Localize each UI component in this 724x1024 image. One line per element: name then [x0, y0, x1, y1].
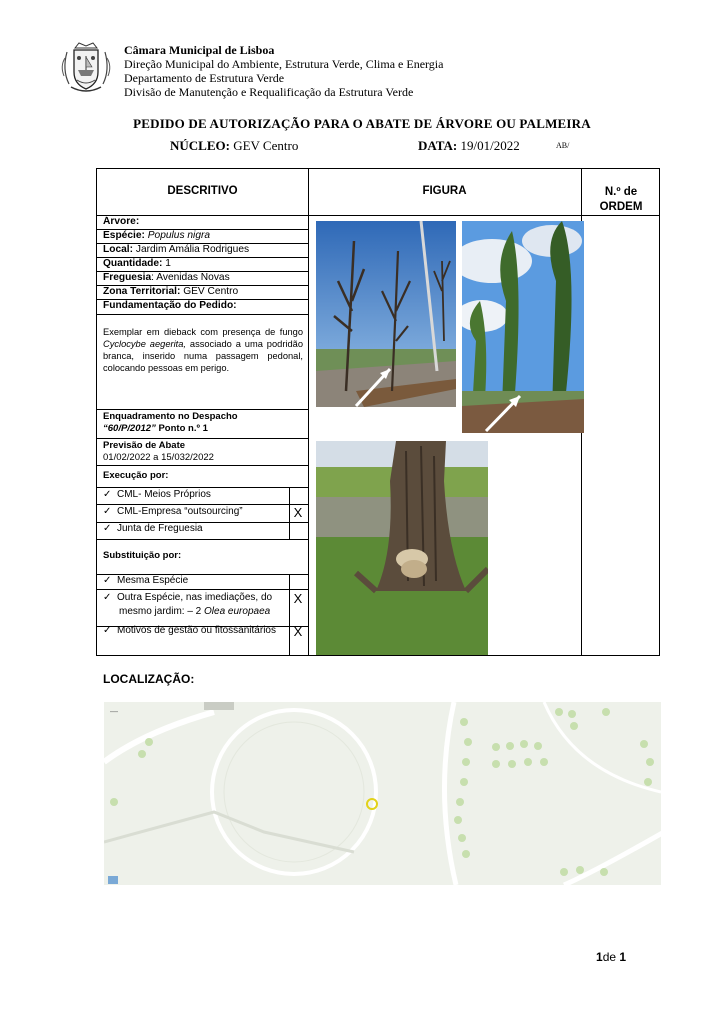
local-row	[103, 244, 249, 256]
enquadramento-label: Enquadramento no Despacho	[103, 411, 238, 422]
header-descritivo: DESCRITIVO	[167, 185, 238, 197]
execucao-mark: X	[293, 505, 303, 520]
local-label: Local:	[103, 244, 134, 255]
previsao-value: 01/02/2022 a 15/032/2022	[103, 452, 214, 463]
header-ordem-line2: ORDEM	[599, 201, 643, 213]
substituicao-item-cont: mesmo jardim: – 2 Olea europaea	[119, 606, 271, 617]
document-title: PEDIDO DE AUTORIZAÇÃO PARA O ABATE DE ÁRVORE OU PALMEIRA	[133, 116, 591, 131]
especie-value: Populus nigra	[147, 230, 211, 241]
fundamentacao-row: Fundamentação do Pedido:	[103, 300, 237, 311]
substituicao-mark: X	[293, 624, 303, 639]
especie-row	[103, 230, 210, 242]
header-ordem	[581, 185, 661, 215]
local-value: Jardim Amália Rodrigues	[135, 244, 250, 255]
org-name: Câmara Municipal de Lisboa	[124, 43, 275, 57]
date-field	[418, 138, 520, 154]
directorate-name: Direção Municipal do Ambiente, Estrutura Verde, Clima e Energia	[124, 57, 444, 71]
header-ordem-line1: N.º de	[604, 186, 638, 198]
page-number: 1de 1	[596, 950, 627, 964]
nucleo-field	[170, 138, 298, 154]
enquadramento-value: “60/P/2012” Ponto n.º 1	[103, 423, 208, 434]
zona-value: GEV Centro	[183, 286, 239, 297]
svg-text:—: —	[110, 707, 118, 716]
photo-poplar-canopy	[462, 221, 584, 433]
especie-label: Espécie:	[103, 230, 145, 241]
freguesia-label: Freguesia	[103, 272, 152, 283]
photo-poplar-walkway	[316, 221, 456, 407]
date-label: DATA:	[418, 138, 458, 153]
header-figura: FIGURA	[422, 185, 467, 197]
execucao-label: Execução por:	[103, 470, 169, 481]
quantidade-label: Quantidade:	[103, 258, 163, 269]
division-name: Divisão de Manutenção e Requalificação da Estrutura Verde	[124, 85, 414, 99]
fundamentacao-text: Exemplar em dieback com presença de fungo Cyclocybe aegerita, associado a uma podridão branca, inserido numa passagem pedonal, colocando pessoas em perigo.	[103, 327, 303, 373]
location-map[interactable]	[104, 702, 661, 885]
execucao-item: ✓ Junta de Freguesia	[103, 523, 203, 534]
nucleo-value: GEV Centro	[233, 138, 299, 153]
photo-trunk-fungus	[316, 441, 488, 655]
substituicao-item: ✓ Motivos de gestão ou fitossanitários	[103, 625, 276, 636]
freguesia-value: : Avenidas Novas	[151, 272, 230, 283]
substituicao-item: ✓ Mesma Espécie	[103, 575, 189, 586]
nucleo-label: NÚCLEO:	[170, 138, 230, 153]
freguesia-row	[103, 272, 230, 284]
ab-code: AB/	[556, 141, 570, 150]
quantidade-row	[103, 258, 171, 270]
execucao-item: ✓ CML-Empresa “outsourcing”	[103, 506, 243, 517]
location-title: LOCALIZAÇÃO:	[103, 672, 195, 686]
zona-label: Zona Territorial:	[103, 286, 181, 297]
date-value: 19/01/2022	[460, 138, 520, 153]
substituicao-mark: X	[293, 591, 303, 606]
previsao-label: Previsão de Abate	[103, 440, 186, 451]
coat-of-arms-icon	[57, 40, 115, 96]
department-name: Departamento de Estrutura Verde	[124, 71, 285, 85]
substituicao-item: ✓ Outra Espécie, nas imediações, do	[103, 592, 273, 603]
execucao-item: ✓ CML- Meios Próprios	[103, 489, 211, 500]
arvore-row: Árvore:	[103, 216, 140, 227]
quantidade-value: 1	[165, 258, 171, 269]
substituicao-label: Substituição por:	[103, 550, 182, 561]
zona-row	[103, 286, 238, 298]
